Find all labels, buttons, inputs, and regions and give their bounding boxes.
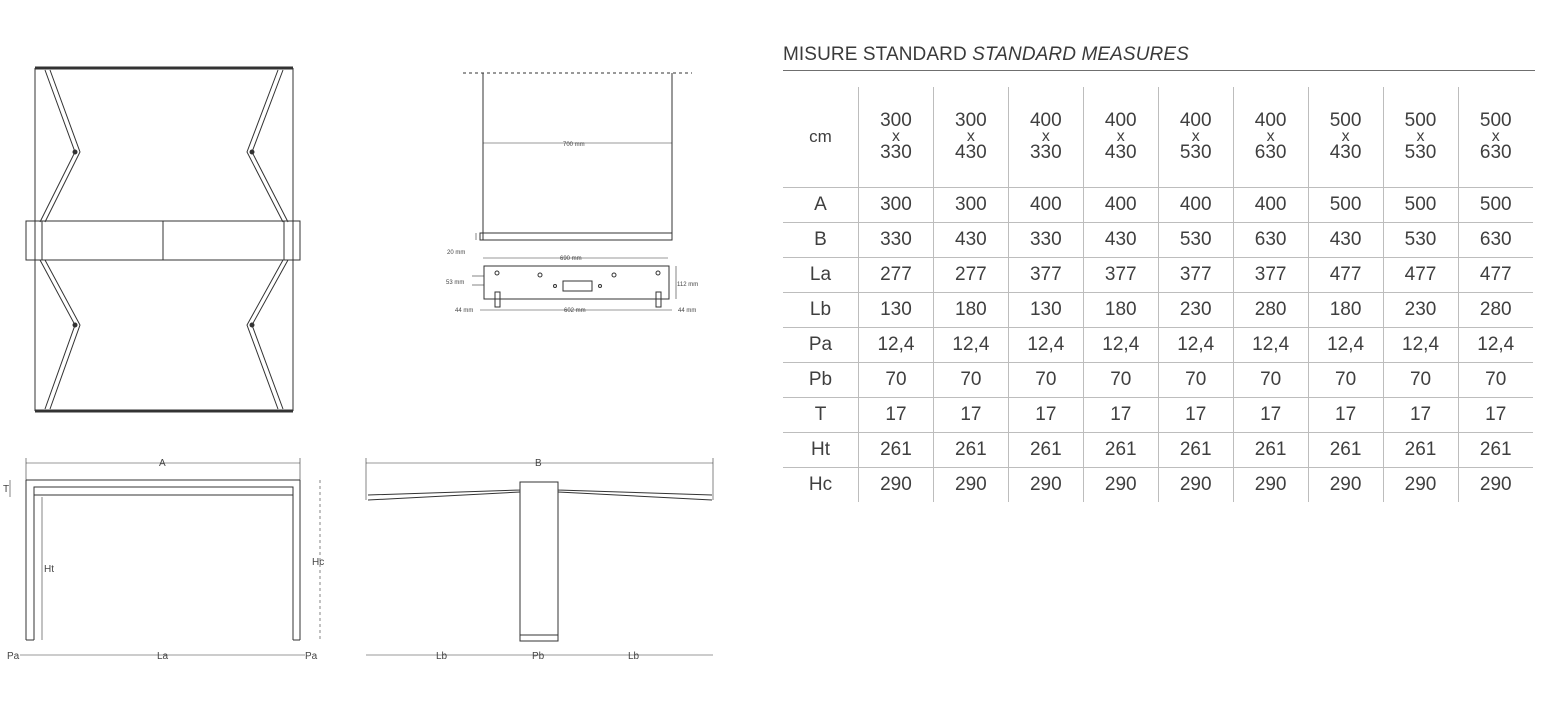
table-cell: 12,4 (933, 328, 1008, 363)
post-detail (463, 73, 692, 310)
table-cell: 261 (1008, 433, 1083, 468)
table-cell: 290 (1233, 468, 1308, 503)
size-b: 530 (1404, 142, 1437, 163)
table-cell: 290 (1458, 468, 1533, 503)
table-cell: 290 (1083, 468, 1158, 503)
table-cell: 261 (933, 433, 1008, 468)
front-label-t: T (3, 484, 10, 495)
table-cell: 12,4 (1158, 328, 1233, 363)
row-label: La (783, 258, 859, 293)
table-cell: 70 (1308, 363, 1383, 398)
front-label-la: La (157, 651, 169, 662)
table-header-row (783, 87, 1533, 188)
times-sign: x (1041, 128, 1050, 145)
row-label: B (783, 223, 859, 258)
table-cell: 17 (1233, 398, 1308, 433)
table-cell: 477 (1383, 258, 1458, 293)
table-cell: 261 (1383, 433, 1458, 468)
size-a: 400 (1254, 110, 1287, 131)
table-cell: 290 (933, 468, 1008, 503)
size-a: 400 (1104, 110, 1137, 131)
front-label-pa-right: Pa (305, 651, 318, 662)
table-cell: 430 (1083, 223, 1158, 258)
side-elevation (366, 458, 713, 655)
measures-table (783, 87, 1533, 502)
table-row (783, 223, 1533, 258)
table-cell: 290 (1383, 468, 1458, 503)
table-cell: 17 (1383, 398, 1458, 433)
size-a: 400 (1029, 110, 1062, 131)
table-cell: 17 (1458, 398, 1533, 433)
dim-690: 690 mm (560, 256, 582, 262)
table-body (783, 188, 1533, 503)
table-cell: 290 (859, 468, 934, 503)
table-cell: 530 (1383, 223, 1458, 258)
size-b: 430 (1104, 142, 1137, 163)
table-cell: 290 (1158, 468, 1233, 503)
table-cell: 261 (1158, 433, 1233, 468)
table-cell: 230 (1158, 293, 1233, 328)
size-column-header (1458, 87, 1533, 188)
dim-44-left: 44 mm (455, 308, 474, 314)
dim-602: 602 mm (564, 308, 586, 314)
row-label: A (783, 188, 859, 223)
table-cell: 630 (1458, 223, 1533, 258)
size-a: 500 (1404, 110, 1437, 131)
table-cell: 500 (1308, 188, 1383, 223)
table-cell: 500 (1383, 188, 1458, 223)
front-label-a: A (159, 458, 166, 469)
table-cell: 377 (1233, 258, 1308, 293)
size-b: 430 (1329, 142, 1362, 163)
times-sign: x (1191, 128, 1200, 145)
table-cell: 12,4 (1383, 328, 1458, 363)
spec-title-italic: STANDARD MEASURES (972, 44, 1189, 65)
table-cell: 70 (1383, 363, 1458, 398)
times-sign: x (1416, 128, 1425, 145)
table-row (783, 258, 1533, 293)
table-cell: 17 (1308, 398, 1383, 433)
table-cell: 400 (1008, 188, 1083, 223)
table-cell: 261 (1233, 433, 1308, 468)
size-column-header (933, 87, 1008, 188)
table-cell: 290 (1008, 468, 1083, 503)
row-label: Ht (783, 433, 859, 468)
table-cell: 430 (1308, 223, 1383, 258)
table-cell: 477 (1308, 258, 1383, 293)
table-cell: 70 (1008, 363, 1083, 398)
times-sign: x (1491, 128, 1500, 145)
table-cell: 12,4 (1308, 328, 1383, 363)
size-a: 500 (1479, 110, 1512, 131)
size-column-header (1008, 87, 1083, 188)
technical-drawings (0, 0, 760, 723)
times-sign: x (891, 128, 900, 145)
table-cell: 430 (933, 223, 1008, 258)
front-elevation (10, 458, 320, 655)
table-cell: 180 (1308, 293, 1383, 328)
table-cell: 17 (933, 398, 1008, 433)
row-label: Hc (808, 474, 833, 495)
table-cell: 180 (933, 293, 1008, 328)
dim-700: 700 mm (563, 142, 585, 148)
table-cell: 280 (1458, 293, 1533, 328)
table-cell: 230 (1383, 293, 1458, 328)
size-column-header (1383, 87, 1458, 188)
size-a: 300 (880, 110, 912, 131)
table-cell: 290 (1308, 468, 1383, 503)
table-cell: 400 (1158, 188, 1233, 223)
table-cell: 70 (1458, 363, 1533, 398)
row-label: Pb (783, 363, 859, 398)
size-b: 430 (955, 142, 987, 163)
table-cell: 280 (1233, 293, 1308, 328)
table-row (783, 188, 1533, 223)
table-cell: 530 (1158, 223, 1233, 258)
dim-44-right: 44 mm (678, 308, 697, 314)
size-a: 500 (1329, 110, 1362, 131)
table-cell: 630 (1233, 223, 1308, 258)
size-a: 400 (1179, 110, 1212, 131)
table-cell: 477 (1458, 258, 1533, 293)
table-cell: 330 (859, 223, 934, 258)
table-cell: 12,4 (1083, 328, 1158, 363)
plan-view (26, 68, 300, 411)
table-cell: 377 (1158, 258, 1233, 293)
size-b: 630 (1479, 142, 1512, 163)
size-b: 630 (1254, 142, 1287, 163)
table-row (783, 398, 1533, 433)
row-label: Lb (783, 293, 859, 328)
table-cell: 12,4 (1008, 328, 1083, 363)
side-label-pb: Pb (532, 651, 545, 662)
table-cell: 70 (1158, 363, 1233, 398)
unit-header: cm (783, 87, 859, 188)
table-cell: 70 (1233, 363, 1308, 398)
table-cell: 330 (1008, 223, 1083, 258)
side-label-lb-left: Lb (436, 651, 448, 662)
table-cell: 130 (859, 293, 934, 328)
table-cell: 300 (859, 188, 934, 223)
times-sign: x (966, 128, 975, 145)
spec-title-main: MISURE STANDARD (783, 44, 967, 65)
dim-20: 20 mm (447, 250, 466, 256)
table-row (783, 433, 1533, 468)
table-cell: 70 (1083, 363, 1158, 398)
size-b: 330 (880, 142, 912, 163)
table-cell: 12,4 (1233, 328, 1308, 363)
table-cell: 377 (1008, 258, 1083, 293)
size-a: 300 (955, 110, 987, 131)
table-row (783, 293, 1533, 328)
table-cell: 17 (1083, 398, 1158, 433)
dim-112: 112 mm (677, 282, 699, 288)
table-cell: 277 (859, 258, 934, 293)
table-cell: 17 (1008, 398, 1083, 433)
times-sign: x (1341, 128, 1350, 145)
table-row (783, 328, 1533, 363)
table-row (783, 363, 1533, 398)
front-label-ht: Ht (44, 564, 54, 575)
front-label-pa-left: Pa (7, 651, 20, 662)
size-column-header (1158, 87, 1233, 188)
table-cell: 12,4 (1458, 328, 1533, 363)
times-sign: x (1116, 128, 1125, 145)
table-cell: 261 (1308, 433, 1383, 468)
size-column-header (1308, 87, 1383, 188)
size-column-header (859, 87, 934, 188)
times-sign: x (1266, 128, 1275, 145)
table-cell: 400 (1233, 188, 1308, 223)
size-column-header (1233, 87, 1308, 188)
table-cell: 261 (1083, 433, 1158, 468)
table-cell: 400 (1083, 188, 1158, 223)
table-cell: 70 (859, 363, 934, 398)
size-b: 530 (1179, 142, 1212, 163)
row-label: Pa (783, 328, 859, 363)
table-row (783, 468, 1533, 503)
spec-title (783, 44, 1535, 71)
table-cell: 500 (1458, 188, 1533, 223)
table-cell: 300 (933, 188, 1008, 223)
size-column-header (1083, 87, 1158, 188)
standard-measures-section (783, 44, 1535, 502)
table-cell: 261 (859, 433, 934, 468)
table-cell: 180 (1083, 293, 1158, 328)
table-cell: 17 (859, 398, 934, 433)
row-label: T (783, 398, 859, 433)
drawings-svg (0, 0, 760, 723)
front-label-hc: Hc (312, 557, 325, 568)
table-cell: 261 (1458, 433, 1533, 468)
table-cell: 130 (1008, 293, 1083, 328)
table-cell: 377 (1083, 258, 1158, 293)
dim-53: 53 mm (446, 280, 465, 286)
table-cell: 12,4 (859, 328, 934, 363)
table-cell: 277 (933, 258, 1008, 293)
side-label-lb-right: Lb (628, 651, 640, 662)
table-cell: 17 (1158, 398, 1233, 433)
table-cell: 70 (933, 363, 1008, 398)
size-b: 330 (1029, 142, 1062, 163)
side-label-b: B (535, 458, 542, 469)
